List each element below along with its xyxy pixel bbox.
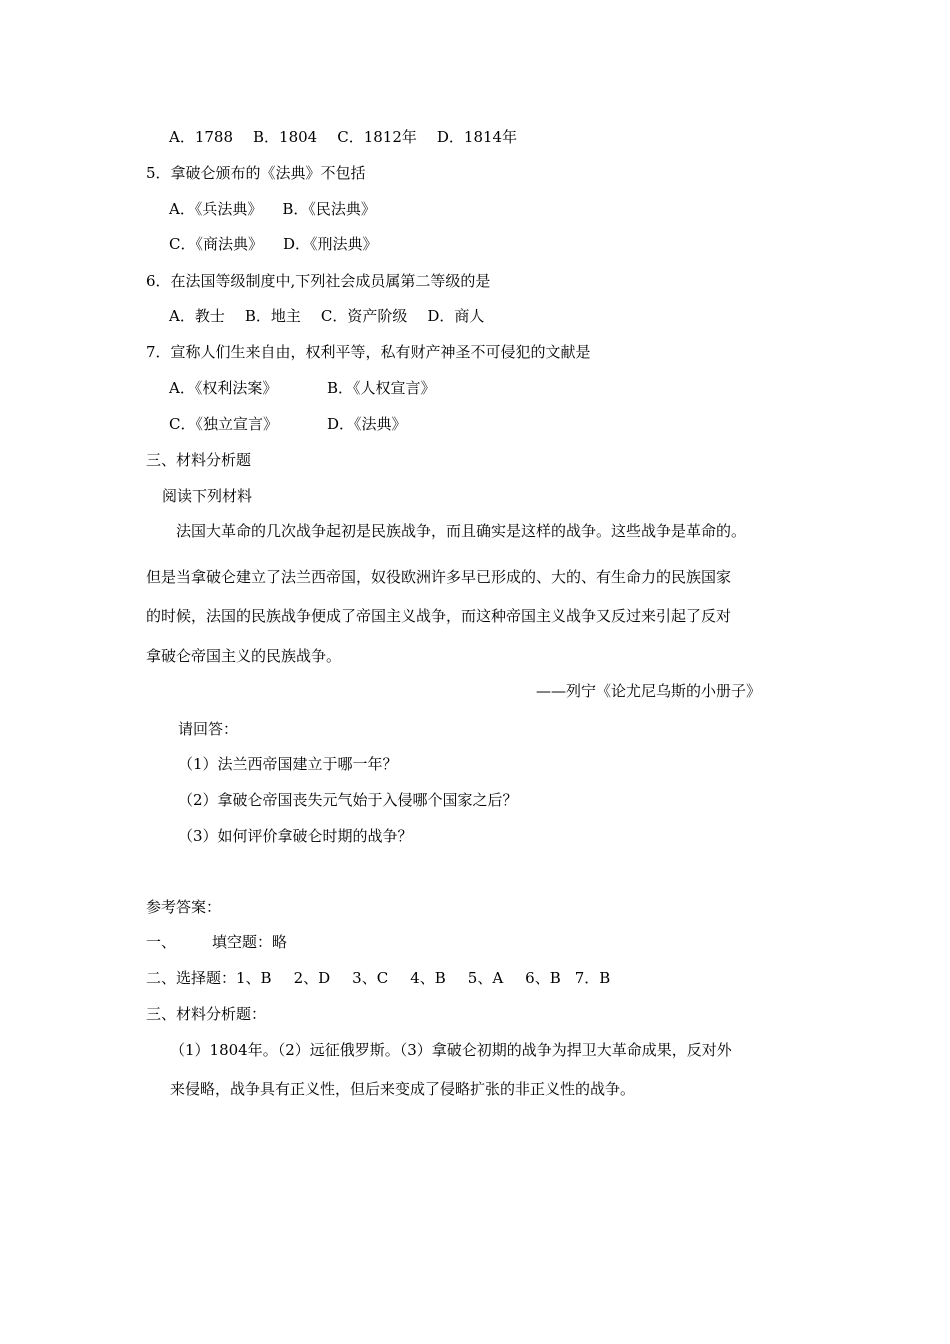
answers-analysis-line-2: 来侵略，战争具有正义性，但后来变成了侵略扩张的非正义性的战争。 xyxy=(170,1080,636,1098)
q4-option-d: D．1814年 xyxy=(436,128,518,146)
answers-heading: 参考答案： xyxy=(146,898,222,916)
answers-fill xyxy=(146,932,287,952)
q5-question: 5．拿破仑颁布的《法典》不包括 xyxy=(146,164,366,182)
q7-option-d: D．《法典》 xyxy=(327,415,407,433)
q6-option-c: C．资产阶级 xyxy=(320,307,408,325)
answers-analysis-line-1: （1）1804年。（2）远征俄罗斯。（3）拿破仑初期的战争为捍卫大革命成果，反对外 xyxy=(170,1041,732,1059)
answers-choice-label: 二、选择题： xyxy=(146,969,237,987)
q7-option-a: A．《权利法案》 xyxy=(169,379,278,397)
choice-answer-3: 3、C xyxy=(352,969,389,987)
material-source: ——列宁《论尤尼乌斯的小册子》 xyxy=(536,682,762,700)
answers-choice xyxy=(146,968,610,988)
q4-option-b: B．1804 xyxy=(253,128,318,146)
q5-option-b: B．《民法典》 xyxy=(282,200,376,218)
q5-option-a: A．《兵法典》 xyxy=(169,200,263,218)
choice-answer-6: 6、B xyxy=(525,969,561,987)
section3-heading: 三、材料分析题 xyxy=(146,451,252,469)
q4-options xyxy=(169,127,517,147)
section3-intro: 阅读下列材料 xyxy=(162,487,253,505)
answers-analysis-heading: 三、材料分析题： xyxy=(146,1005,267,1023)
material-line-3: 的时候，法国的民族战争便成了帝国主义战争，而这种帝国主义战争又反过来引起了反对 xyxy=(146,607,732,625)
choice-answer-2: 2、D xyxy=(293,969,331,987)
material-line-2: 但是当拿破仑建立了法兰西帝国，奴役欧洲许多早已形成的、大的、有生命力的民族国家 xyxy=(146,568,732,586)
choice-answer-1: 1、B xyxy=(236,969,272,987)
sub-question-2: （2）拿破仑帝国丧失元气始于入侵哪个国家之后？ xyxy=(178,791,518,809)
sub-question-3: （3）如何评价拿破仑时期的战争？ xyxy=(178,827,413,845)
q5-option-c: C．《商法典》 xyxy=(169,235,263,253)
q5-options-row1 xyxy=(169,199,376,219)
q7-options-row2 xyxy=(169,414,407,434)
answer-prompt: 请回答： xyxy=(178,720,239,738)
answers-fill-text: 填空题：略 xyxy=(212,933,288,951)
choice-answer-5: 5、A xyxy=(467,969,504,987)
q5-option-d: D．《刑法典》 xyxy=(282,235,378,253)
q7-option-c: C．《独立宣言》 xyxy=(169,415,278,433)
q6-options xyxy=(169,306,484,326)
answers-fill-label: 一、 xyxy=(146,933,177,951)
q7-option-b: B．《人权宣言》 xyxy=(327,379,436,397)
material-line-4: 拿破仑帝国主义的民族战争。 xyxy=(146,647,342,665)
q5-options-row2 xyxy=(169,234,378,254)
choice-answer-7: 7．B xyxy=(574,969,611,987)
choice-answer-4: 4、B xyxy=(410,969,446,987)
q6-option-a: A．教士 xyxy=(169,307,225,325)
q7-question: 7．宣称人们生来自由，权利平等，私有财产神圣不可侵犯的文献是 xyxy=(146,343,591,361)
q4-option-c: C．1812年 xyxy=(337,128,417,146)
q6-option-b: B．地主 xyxy=(244,307,301,325)
q6-option-d: D．商人 xyxy=(427,307,485,325)
q4-option-a: A．1788 xyxy=(169,128,234,146)
q7-options-row1 xyxy=(169,378,436,398)
q6-question: 6．在法国等级制度中,下列社会成员属第二等级的是 xyxy=(146,272,491,290)
material-line-1: 法国大革命的几次战争起初是民族战争，而且确实是这样的战争。这些战争是革命的。 xyxy=(176,522,747,540)
sub-question-1: （1）法兰西帝国建立于哪一年？ xyxy=(178,755,398,773)
